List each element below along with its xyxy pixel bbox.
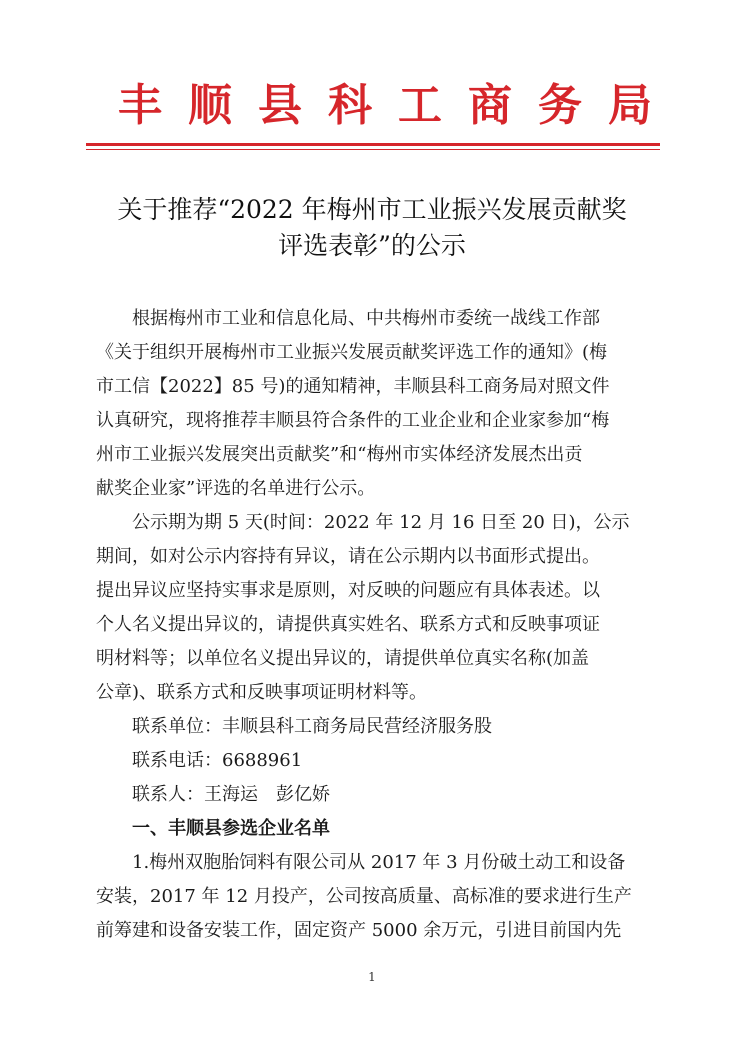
contact-phone: 联系电话：6688961 — [132, 750, 303, 771]
text-line: 州市工业振兴发展突出贡献奖”和“梅州市实体经济发展杰出贡 — [96, 444, 583, 465]
title-line-2: 评选表彰”的公示 — [278, 231, 466, 260]
title-line-1: 关于推荐“2022 年梅州市工业振兴发展贡献奖 — [117, 195, 627, 224]
text-line: 献奖企业家”评选的名单进行公示。 — [96, 478, 376, 499]
contact-unit: 联系单位：丰顺县科工商务局民营经济服务股 — [132, 716, 492, 737]
text-line: 期间，如对公示内容持有异议，请在公示期内以书面形式提出。 — [96, 546, 600, 567]
document-body — [96, 302, 658, 948]
letterhead-org-name: 丰顺县科工商务局 — [118, 80, 678, 131]
letterhead-rule-thick — [86, 143, 660, 146]
text-line: 安装，2017 年 12 月投产，公司按高质量、高标准的要求进行生产 — [96, 886, 632, 907]
text-line: 根据梅州市工业和信息化局、中共梅州市委统一战线工作部 — [132, 308, 600, 329]
text-line: 1.梅州双胞胎饲料有限公司从 2017 年 3 月份破土动工和设备 — [132, 852, 626, 873]
letterhead-rule-thin — [86, 149, 660, 150]
paragraph-notice-period — [96, 506, 658, 710]
text-line: 公章)、联系方式和反映事项证明材料等。 — [96, 682, 428, 703]
page-number: 1 — [368, 970, 376, 984]
paragraph-company-1 — [96, 846, 658, 948]
text-line: 前筹建和设备安装工作，固定资产 5000 余万元，引进目前国内先 — [96, 920, 622, 941]
paragraph-basis — [96, 302, 658, 506]
section-heading: 一、丰顺县参选企业名单 — [132, 818, 330, 839]
text-line: 提出异议应坚持实事求是原则，对反映的问题应有具体表述。以 — [96, 580, 600, 601]
text-line: 《关于组织开展梅州市工业振兴发展贡献奖评选工作的通知》(梅 — [96, 342, 608, 363]
text-line: 明材料等；以单位名义提出异议的，请提供单位真实名称(加盖 — [96, 648, 590, 669]
contact-person: 联系人：王海运 彭亿娇 — [132, 784, 330, 805]
text-line: 市工信【2022】85 号)的通知精神，丰顺县科工商务局对照文件 — [96, 376, 610, 397]
text-line: 个人名义提出异议的，请提供真实姓名、联系方式和反映事项证 — [96, 614, 600, 635]
text-line: 认真研究，现将推荐丰顺县符合条件的工业企业和企业家参加“梅 — [96, 410, 610, 431]
text-line: 公示期为期 5 天(时间：2022 年 12 月 16 日至 20 日)，公示 — [132, 512, 630, 533]
document-title — [70, 192, 674, 264]
